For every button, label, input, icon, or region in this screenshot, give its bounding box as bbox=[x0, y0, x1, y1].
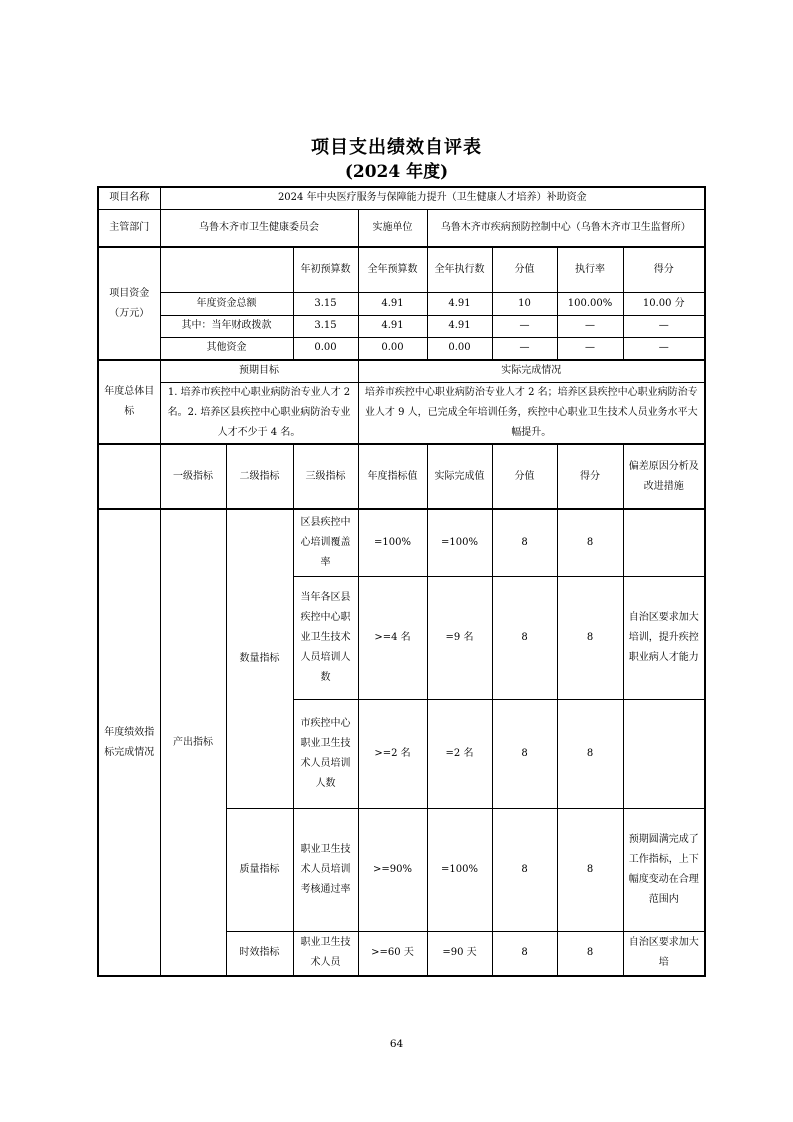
indicator-deviation: 自治区要求加大培 bbox=[623, 931, 705, 976]
funding-row-label: 年度资金总额 bbox=[160, 292, 293, 315]
indicator-col-level2: 二级指标 bbox=[226, 444, 293, 509]
indicator-target: >=90% bbox=[358, 808, 427, 931]
title-block bbox=[0, 136, 793, 184]
indicator-level3: 职业卫生技术人员 bbox=[293, 931, 358, 976]
funding-row-label: 其中：当年财政拨款 bbox=[160, 315, 293, 337]
indicator-score-total: 8 bbox=[492, 576, 557, 699]
goal-section-label: 年度总体目标 bbox=[98, 360, 160, 444]
funding-cell: — bbox=[492, 337, 557, 360]
funding-blank-cell bbox=[160, 247, 293, 292]
indicator-col-actual: 实际完成值 bbox=[427, 444, 492, 509]
indicator-col-score: 得分 bbox=[557, 444, 623, 509]
funding-cell: 4.91 bbox=[358, 292, 427, 315]
indicator-score: 8 bbox=[557, 509, 623, 576]
funding-cell: — bbox=[557, 315, 623, 337]
indicator-score: 8 bbox=[557, 931, 623, 976]
funding-col-annual-budget: 全年预算数 bbox=[358, 247, 427, 292]
indicator-score: 8 bbox=[557, 699, 623, 808]
funding-row-other bbox=[98, 337, 705, 360]
indicator-col-deviation: 偏差原因分析及改进措施 bbox=[623, 444, 705, 509]
funding-cell: 4.91 bbox=[427, 292, 492, 315]
indicator-col-score-total: 分值 bbox=[492, 444, 557, 509]
goal-actual-header: 实际完成情况 bbox=[358, 360, 705, 382]
funding-cell: — bbox=[623, 315, 705, 337]
indicator-score-total: 8 bbox=[492, 808, 557, 931]
impl-value: 乌鲁木齐市疾病预防控制中心（乌鲁木齐市卫生监督所） bbox=[427, 209, 705, 247]
funding-header-row bbox=[98, 247, 705, 292]
funding-row-label: 其他资金 bbox=[160, 337, 293, 360]
indicator-actual: =2 名 bbox=[427, 699, 492, 808]
department-row bbox=[98, 209, 705, 247]
indicator-deviation: 自治区要求加大培训，提升疾控职业病人才能力 bbox=[623, 576, 705, 699]
indicator-score-total: 8 bbox=[492, 509, 557, 576]
funding-row-total bbox=[98, 292, 705, 315]
self-evaluation-table bbox=[97, 186, 706, 977]
funding-cell: 0.00 bbox=[293, 337, 358, 360]
funding-col-executed: 全年执行数 bbox=[427, 247, 492, 292]
indicator-level3: 区县疾控中心培训覆盖率 bbox=[293, 509, 358, 576]
funding-cell: 0.00 bbox=[358, 337, 427, 360]
project-name-label: 项目名称 bbox=[98, 187, 160, 209]
funding-cell: 4.91 bbox=[358, 315, 427, 337]
funding-col-score: 得分 bbox=[623, 247, 705, 292]
indicator-section-label: 年度绩效指标完成情况 bbox=[98, 509, 160, 976]
funding-col-initial-budget: 年初预算数 bbox=[293, 247, 358, 292]
indicator-level2-timeliness: 时效指标 bbox=[226, 931, 293, 976]
indicator-level3: 当年各区县疾控中心职业卫生技术人员培训人数 bbox=[293, 576, 358, 699]
indicator-level2-quantity: 数量指标 bbox=[226, 509, 293, 808]
funding-cell: 4.91 bbox=[427, 315, 492, 337]
funding-cell: — bbox=[623, 337, 705, 360]
indicator-target: >=2 名 bbox=[358, 699, 427, 808]
funding-row-fiscal bbox=[98, 315, 705, 337]
indicator-col-target: 年度指标值 bbox=[358, 444, 427, 509]
dept-label: 主管部门 bbox=[98, 209, 160, 247]
indicator-score-total: 8 bbox=[492, 699, 557, 808]
project-name-value: 2024 年中央医疗服务与保障能力提升（卫生健康人才培养）补助资金 bbox=[160, 187, 705, 209]
indicator-actual: =100% bbox=[427, 509, 492, 576]
indicator-target: >=60 天 bbox=[358, 931, 427, 976]
indicator-actual: =90 天 bbox=[427, 931, 492, 976]
indicator-score: 8 bbox=[557, 808, 623, 931]
indicator-level1-output: 产出指标 bbox=[160, 509, 226, 976]
funding-cell: 100.00% bbox=[557, 292, 623, 315]
indicator-row-1 bbox=[98, 509, 705, 576]
indicator-blank-cell bbox=[98, 444, 160, 509]
indicator-col-level1: 一级指标 bbox=[160, 444, 226, 509]
impl-label: 实施单位 bbox=[358, 209, 427, 247]
indicator-deviation bbox=[623, 509, 705, 576]
funding-cell: 10 bbox=[492, 292, 557, 315]
indicator-header-row bbox=[98, 444, 705, 509]
indicator-level2-quality: 质量指标 bbox=[226, 808, 293, 931]
indicator-target: =100% bbox=[358, 509, 427, 576]
indicator-level3: 职业卫生技术人员培训考核通过率 bbox=[293, 808, 358, 931]
goal-expected-header: 预期目标 bbox=[160, 360, 358, 382]
goal-expected-text: 1. 培养市疾控中心职业病防治专业人才 2 名。2. 培养区县疾控中心职业病防治专业人才不少于 4 名。 bbox=[160, 382, 358, 444]
indicator-level3: 市疾控中心职业卫生技术人员培训人数 bbox=[293, 699, 358, 808]
funding-cell: 3.15 bbox=[293, 292, 358, 315]
indicator-score: 8 bbox=[557, 576, 623, 699]
indicator-score-total: 8 bbox=[492, 931, 557, 976]
goal-content-row bbox=[98, 382, 705, 444]
indicator-deviation bbox=[623, 699, 705, 808]
page-number: 64 bbox=[389, 1038, 404, 1050]
funding-col-execution-rate: 执行率 bbox=[557, 247, 623, 292]
document-subtitle: (2024 年度) bbox=[344, 162, 449, 182]
funding-cell: 0.00 bbox=[427, 337, 492, 360]
funding-cell: — bbox=[557, 337, 623, 360]
indicator-actual: =100% bbox=[427, 808, 492, 931]
goal-actual-text: 培养市疾控中心职业病防治专业人才 2 名；培养区县疾控中心职业病防治专业人才 9 人，已完成全年培训任务，疾控中心职业卫生技术人员业务水平大幅提升。 bbox=[358, 382, 705, 444]
funding-section-label: 项目资金（万元） bbox=[98, 247, 160, 360]
indicator-col-level3: 三级指标 bbox=[293, 444, 358, 509]
document-title: 项目支出绩效自评表 bbox=[311, 137, 482, 158]
goal-header-row bbox=[98, 360, 705, 382]
indicator-actual: =9 名 bbox=[427, 576, 492, 699]
funding-cell: 10.00 分 bbox=[623, 292, 705, 315]
dept-value: 乌鲁木齐市卫生健康委员会 bbox=[160, 209, 358, 247]
funding-col-score-total: 分值 bbox=[492, 247, 557, 292]
indicator-deviation: 预期圆满完成了工作指标，上下幅度变动在合理范围内 bbox=[623, 808, 705, 931]
funding-cell: 3.15 bbox=[293, 315, 358, 337]
indicator-target: >=4 名 bbox=[358, 576, 427, 699]
project-name-row bbox=[98, 187, 705, 209]
funding-cell: — bbox=[492, 315, 557, 337]
